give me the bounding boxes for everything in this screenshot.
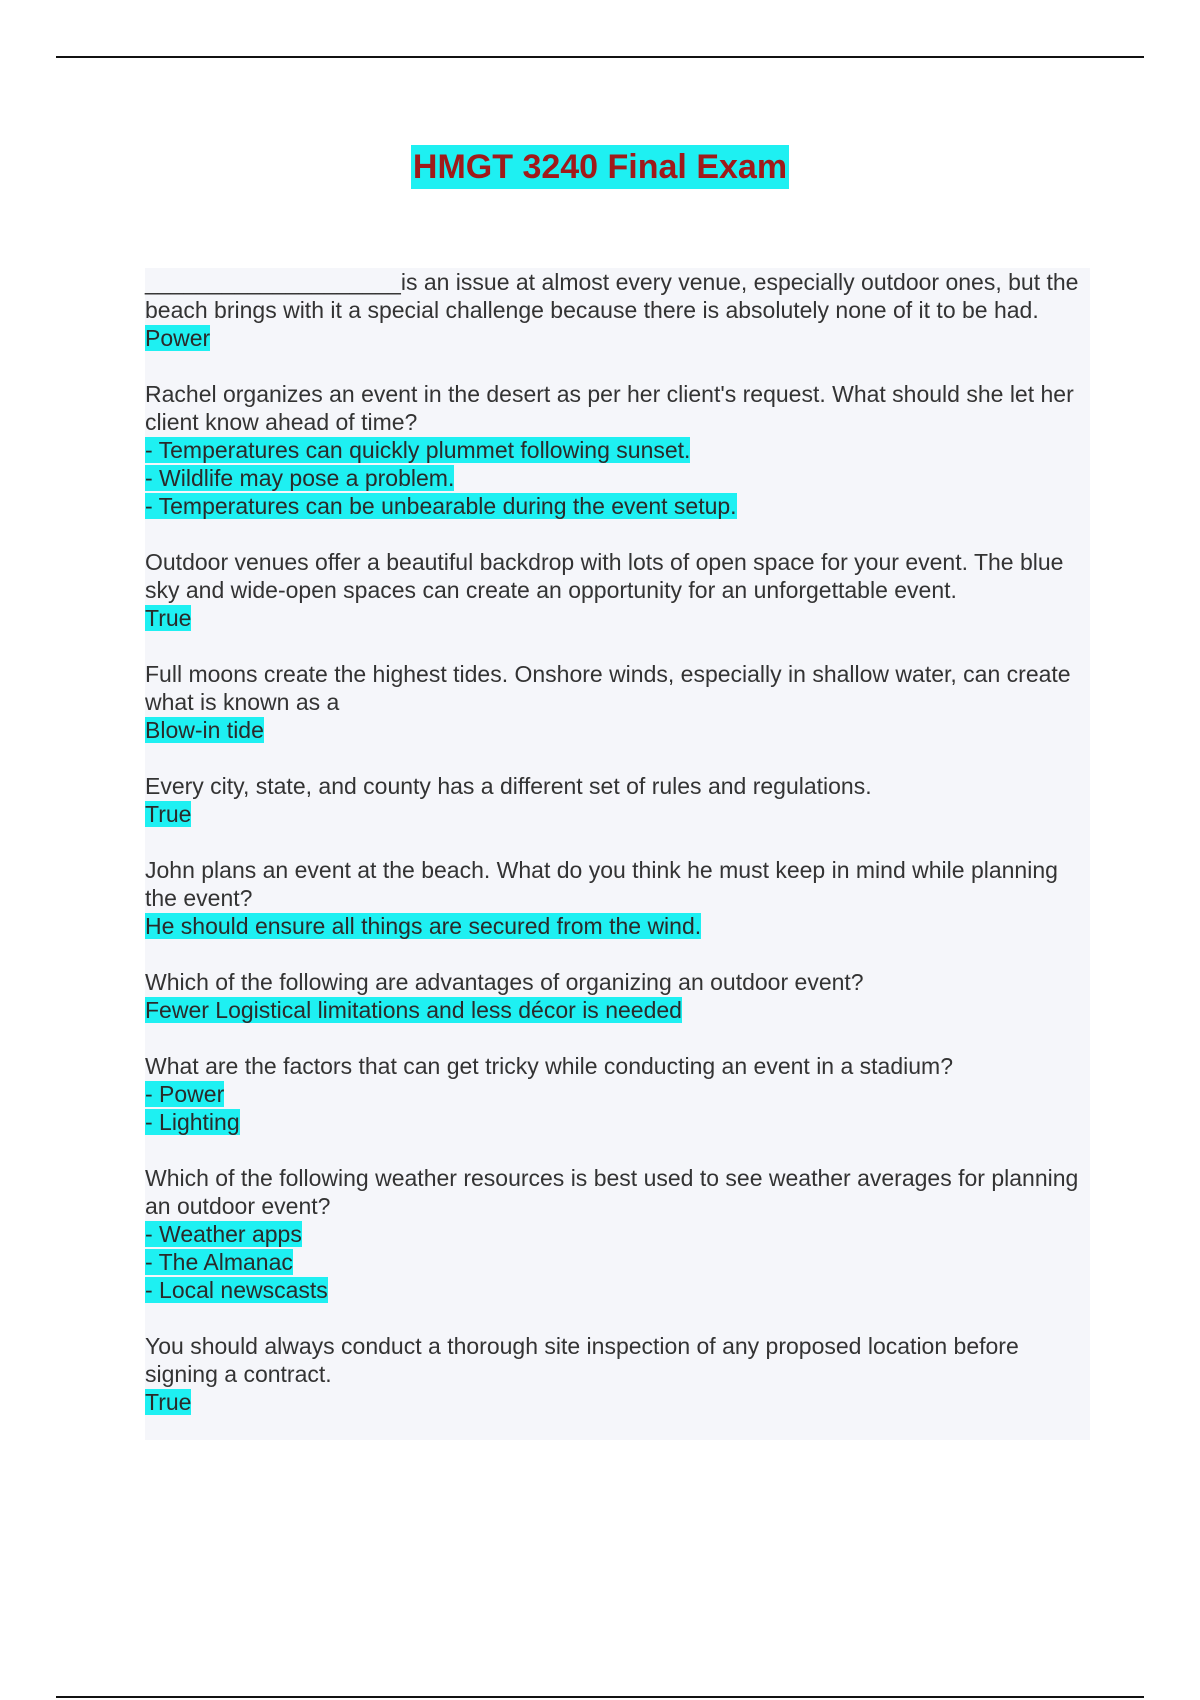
question-text: You should always conduct a thorough site inspection of any proposed location before signing a contract. xyxy=(145,1333,1019,1387)
answer-line xyxy=(145,1108,1090,1136)
answer-line xyxy=(145,1388,1090,1416)
answer-highlight: True xyxy=(145,605,192,631)
qa-list xyxy=(145,268,1090,1444)
question-text: What are the factors that can get tricky while conducting an event in a stadium? xyxy=(145,1053,953,1079)
answer-line xyxy=(145,436,1090,464)
question-text: Which of the following are advantages of organizing an outdoor event? xyxy=(145,969,864,995)
question-text: Which of the following weather resources is best used to see weather averages for planning an outdoor event? xyxy=(145,1165,1079,1219)
question-text: Outdoor venues offer a beautiful backdrop with lots of open space for your event. The blue sky and wide-open spaces can create an opportunity for an unforgettable event. xyxy=(145,549,1064,603)
answer-highlight: - Temperatures can quickly plummet following sunset. xyxy=(145,437,691,463)
answer-line xyxy=(145,604,1090,632)
answer-line xyxy=(145,800,1090,828)
qa-item xyxy=(145,660,1090,744)
answer-line xyxy=(145,716,1090,744)
qa-item xyxy=(145,380,1090,520)
answer-line xyxy=(145,996,1090,1024)
qa-item xyxy=(145,968,1090,1024)
answer-line xyxy=(145,324,1090,352)
answer-highlight: - The Almanac xyxy=(145,1249,293,1275)
answer-line xyxy=(145,1276,1090,1304)
qa-item xyxy=(145,1332,1090,1416)
answer-line xyxy=(145,1220,1090,1248)
answer-line xyxy=(145,464,1090,492)
answer-highlight: - Weather apps xyxy=(145,1221,302,1247)
qa-item xyxy=(145,1052,1090,1136)
qa-item xyxy=(145,548,1090,632)
answer-highlight: - Local newscasts xyxy=(145,1277,328,1303)
answer-highlight: - Wildlife may pose a problem. xyxy=(145,465,455,491)
qa-item xyxy=(145,268,1090,352)
answer-highlight: Power xyxy=(145,325,211,351)
answer-highlight: True xyxy=(145,801,192,827)
answer-line xyxy=(145,1080,1090,1108)
question-text: ____________________is an issue at almost every venue, especially outdoor ones, but the beach brings with it a special challenge because there is absolutely none of it to be had. xyxy=(145,269,1079,323)
answer-highlight: He should ensure all things are secured from the wind. xyxy=(145,913,702,939)
answer-highlight: Blow-in tide xyxy=(145,717,264,743)
answer-line xyxy=(145,912,1090,940)
answer-highlight: Fewer Logistical limitations and less décor is needed xyxy=(145,997,682,1023)
question-text: Rachel organizes an event in the desert as per her client's request. What should she let her client know ahead of time? xyxy=(145,381,1074,435)
answer-highlight: - Lighting xyxy=(145,1109,240,1135)
answer-highlight: - Temperatures can be unbearable during the event setup. xyxy=(145,493,737,519)
answer-line xyxy=(145,1248,1090,1276)
page-title: HMGT 3240 Final Exam xyxy=(411,145,789,189)
question-text: Every city, state, and county has a different set of rules and regulations. xyxy=(145,773,872,799)
answer-line xyxy=(145,492,1090,520)
qa-item xyxy=(145,856,1090,940)
title-container xyxy=(0,145,1200,189)
qa-item xyxy=(145,772,1090,828)
question-text: Full moons create the highest tides. Onshore winds, especially in shallow water, can create what is known as a xyxy=(145,661,1071,715)
qa-item xyxy=(145,1164,1090,1304)
bottom-rule xyxy=(56,1696,1144,1698)
question-text: John plans an event at the beach. What do you think he must keep in mind while planning the event? xyxy=(145,857,1058,911)
top-rule xyxy=(56,56,1144,58)
answer-highlight: - Power xyxy=(145,1081,225,1107)
answer-highlight: True xyxy=(145,1389,192,1415)
